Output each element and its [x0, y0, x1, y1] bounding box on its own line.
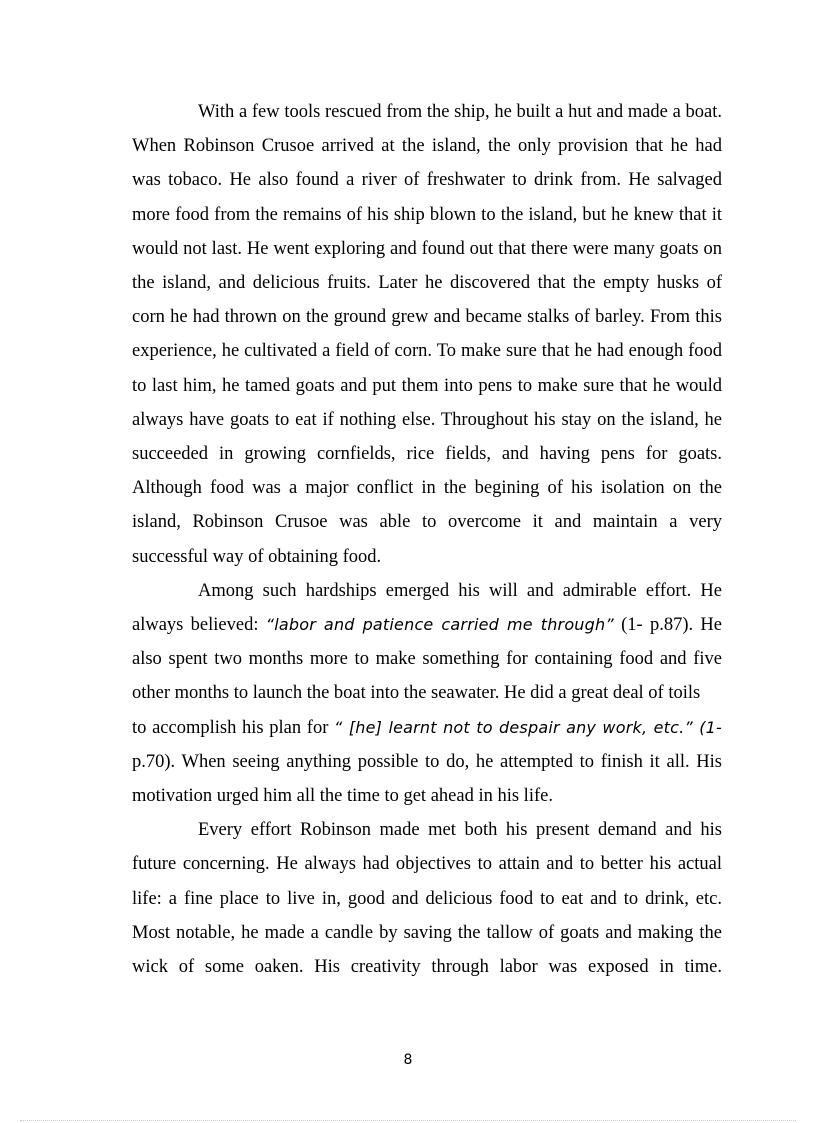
paragraph-3-lead: to accomplish his plan for [132, 717, 335, 738]
page-number: 8 [403, 1052, 413, 1068]
paragraph-2-tail: (1- p.87). He also spent two months more to make something for containing food and five other months to launch the boat into the seawater. He did a great deal of toils [132, 615, 722, 704]
paragraph-4: Every effort Robinson made met both his present demand and his future concerning. He always had objectives to attain and to better his actual life: a fine place to live in, good and delicious food to eat and to drink, etc. Most notable, he made a candle by saving the tallow of goats and making the wick of some oaken. His creativity through labor was exposed in time. [132, 820, 722, 978]
page-bottom-border [20, 1120, 796, 1121]
body-text [132, 95, 722, 984]
paragraph-2 [132, 574, 722, 711]
paragraph-3 [132, 711, 722, 814]
paragraph-2-lead: Among such hardships emerged his will and admirable effort. He always believed: [132, 580, 722, 636]
quote-labor-patience: “labor and patience carried me through” [265, 615, 614, 635]
paragraph-1: With a few tools rescued from the ship, he built a hut and made a boat. When Robinson Crusoe arrived at the island, the only provision that he had was tobaco. He also found a river of freshwater to drink from. He salvaged more food from the remains of his ship blown to the island, but he knew that it would not last. He went exploring and found out that there were many goats on the island, and delicious fruits. Later he discovered that the empty husks of corn he had thrown on the ground grew and became stalks of barley. From this experience, he cultivated a field of corn. To make sure that he had enough food to last him, he tamed goats and put them into pens to make sure that he would always have goats to eat if nothing else. Throughout his stay on the island, he succeeded in growing cornfields, rice fields, and having pens for goats. Although food was a major conflict in the begining of his isolation on the island, Robinson Crusoe was able to overcome it and maintain a very successful way of obtaining food. [132, 102, 722, 567]
quote-despair: “ [he] learnt not to despair any work, etc.” (1- [334, 717, 722, 737]
paragraph-3-tail: p.70). When seeing anything possible to do, he attempted to finish it all. His motivation urged him all the time to get ahead in his life. [132, 751, 722, 807]
